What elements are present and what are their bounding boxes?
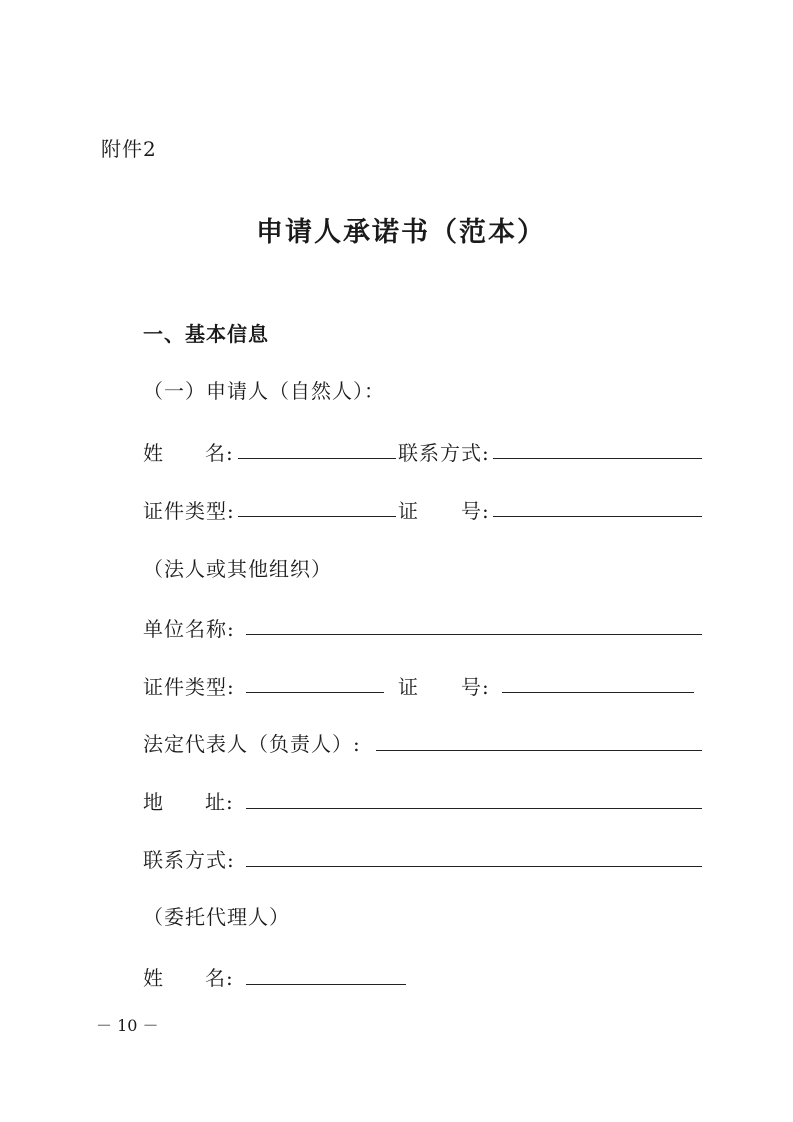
agent-name-label-part1: 姓 — [143, 966, 164, 990]
legal-entity-id-type-field[interactable] — [246, 692, 384, 693]
legal-rep-label: 法定代表人（负责人）: — [143, 732, 361, 756]
natural-person-subheading: （一）申请人（自然人）： — [143, 379, 385, 403]
agent-subheading: （委托代理人） — [143, 905, 290, 929]
document-title: 申请人承诺书（范本） — [256, 217, 546, 248]
legal-entity-contact-label: 联系方式: — [143, 848, 235, 872]
legal-entity-id-no-field[interactable] — [502, 692, 694, 693]
natural-person-id-no-label-part2: 号: — [461, 499, 490, 523]
org-name-field[interactable] — [246, 634, 702, 635]
address-label-part1: 地 — [143, 790, 164, 814]
natural-person-id-type-field[interactable] — [238, 516, 396, 517]
legal-entity-id-no-label-part1: 证 — [398, 675, 419, 699]
address-field[interactable] — [246, 808, 702, 809]
page-number: － 10 － — [96, 1016, 159, 1035]
agent-name-label-part2: 名: — [205, 966, 234, 990]
natural-person-contact-label: 联系方式: — [398, 441, 490, 465]
address-label-part2: 址: — [205, 790, 234, 814]
natural-person-id-no-field[interactable] — [493, 516, 702, 517]
natural-person-id-type-label: 证件类型: — [143, 499, 235, 523]
name-label-part1: 姓 — [143, 441, 164, 465]
legal-entity-contact-field[interactable] — [246, 866, 702, 867]
legal-rep-field[interactable] — [376, 750, 702, 751]
legal-entity-id-no-label-part2: 号: — [461, 675, 490, 699]
attachment-label: 附件2 — [101, 137, 157, 161]
agent-name-field[interactable] — [246, 984, 406, 985]
natural-person-name-field[interactable] — [238, 458, 396, 459]
legal-entity-id-type-label: 证件类型: — [143, 675, 235, 699]
legal-entity-subheading: （法人或其他组织） — [143, 557, 332, 581]
org-name-label: 单位名称: — [143, 617, 235, 641]
natural-person-id-no-label-part1: 证 — [398, 499, 419, 523]
section-heading-basic-info: 一、基本信息 — [143, 322, 269, 346]
name-label-part2: 名: — [205, 441, 234, 465]
natural-person-contact-field[interactable] — [493, 458, 702, 459]
